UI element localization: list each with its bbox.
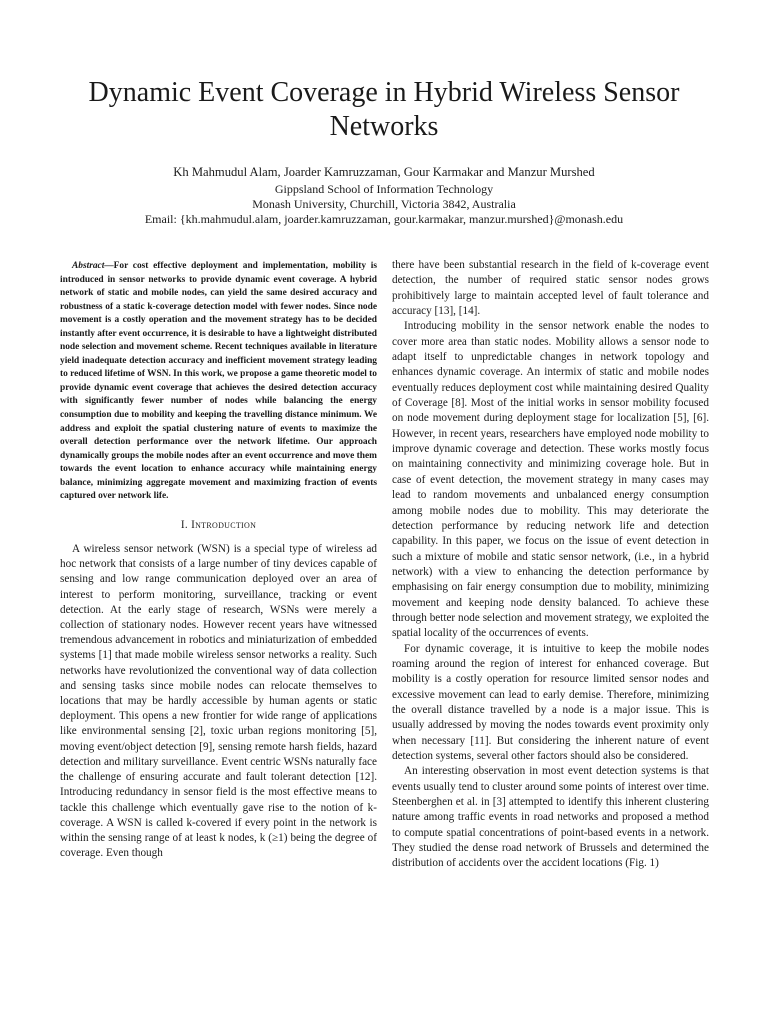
body-paragraph: Introducing mobility in the sensor network enable the nodes to cover more area than static nodes. Mobility allows a sensor node to adapt itself to unpredictable changes in network topology and enhances dynamic coverage. An intermix of static and mobile nodes eventually reduces deployment cost while maintaining desired Quality of Coverage [8]. Most of the initial works in sensor mobility focused on node movement during deployment stage for localization [5], [6]. However, in recent years, researchers have employed node mobility to improve dynamic coverage and detection. These works mostly focus on maintaining connectivity and minimizing coverage hole. But in case of event detection, the movement strategy in many cases may lead to random movements and unbalanced energy consumption among mobile nodes due to mobility. This may deteriorate the detection performance by reducing network life and detection capability. In this paper, we focus on the issue of event detection in such a mixture of mobile and static sensor network, (i.e., in a hybrid network) with a view to enhancing the detection performance by emphasising on fair energy consumption due to mobility, minimizing movement and keeping node density balanced. To achieve these through better node selection and movement strategy, we exploited the spatial locality of the occurrences of events. [392,320,709,640]
intro-paragraph: A wireless sensor network (WSN) is a special type of wireless ad hoc network that consists of a large number of tiny devices capable of sensing and low range communication deployed over an area of interest to perform monitoring, surveillance, tracking or event detection. At the early stage of research, WSNs were merely a collection of stationary nodes. However recent years have witnessed tremendous advancement in robotics and miniaturization of embedded systems [1] that made mobile wireless sensor networks a reality. Such networks have revolutionized the conventional way of data collection and sensing tasks since mobile nodes can relocate themselves to locations that may be hardly accessible by human agents or static deployment. This opens a new frontier for wide range of applications like environmental sensing [2], toxic urban regions monitoring [5], moving event/object detection [9], sensing remote harsh fields, hazard detection and military surveillance. Event centric WSNs naturally face the challenge of ensuring accurate and fault tolerant detection [12]. Introducing redundancy in sensor field is the most effective means to tackle this challenge which eventually gave rise to the notion of k-coverage. A WSN is called k-covered if every point in the network is within the sensing range of at least k nodes, k (≥1) being the degree of coverage. Even though [60,543,377,860]
body-paragraph: An interesting observation in most event detection systems is that events usually tend to cluster around some points of interest over time. Steenberghen et al. in [3] attempted to identify this inherent clustering nature among traffic events in road networks and proposed a method to compute spatial concentrations of point-based events in a network. They studied the dense road network of Brussels and determined the distribution of accidents over the accident locations (Fig. 1) [392,765,709,870]
affiliation-school: Gippsland School of Information Technology [274,182,494,196]
right-column [392,258,709,872]
affiliation-university: Monash University, Churchill, Victoria 3842, Australia [252,197,516,211]
section-title: Introduction [191,518,257,531]
author-list: Kh Mahmudul Alam, Joarder Kamruzzaman, Gour Karmakar and Manzur Murshed [173,165,595,179]
author-emails: Email: {kh.mahmudul.alam, joarder.kamruzzaman, gour.karmakar, manzur.murshed}@monash.edu [144,212,624,226]
left-column [60,260,377,861]
body-paragraph: there have been substantial research in the field of k-coverage event detection, the number of required static sensor nodes grows prohibitively large to maintain accepted level of fault tolerance and accuracy [13], [14]. [392,259,709,318]
section-heading [60,518,377,533]
section-numeral: I. [180,518,188,531]
body-paragraph: For dynamic coverage, it is intuitive to keep the mobile nodes roaming around the region of interest for enhanced coverage. But mobility is a costly operation for resource limited sensor nodes and excessive movement can lead to early demise. Therefore, minimizing the overall distance travelled by a node is a major issue. This is usually addressed by moving the nodes towards event proximity only when necessary [11]. But considering the inherent nature of event detection systems, several other factors should also be considered. [392,642,709,762]
abstract-label: Abstract [72,261,105,271]
paper-title: Dynamic Event Coverage in Hybrid Wireless Sensor Networks [88,77,680,142]
abstract [60,260,377,504]
abstract-text: —For cost effective deployment and implementation, mobility is introduced in sensor networks to provide dynamic event coverage. A hybrid network of static and mobile nodes, can yield the same desired accuracy and robustness of a static k-coverage detection model with fewer nodes. Since node movement is a costly operation and the movement strategy has to be decided instantly after event occurrence, it is desirable to have a lightweight distributed node selection and movement scheme. Recent techniques available in literature yield inadequate detection accuracy and inefficient movement strategy leading to reduced lifetime of WSN. In this work, we propose a game theoretic model to provide dynamic event coverage that achieves the desired detection accuracy with significantly fewer number of nodes while balancing the energy consumption due to mobility and keeping the travelling distance minimum. We address and exploit the spatial clustering nature of events to maximize the overall detection performance over the network lifetime. Our approach dynamically groups the mobile nodes after an event occurrence and move them towards the event location to enhance accuracy while maintaining energy balance, minimizing aggregate movement and maximizing fraction of events captured over network life. [60,261,377,502]
